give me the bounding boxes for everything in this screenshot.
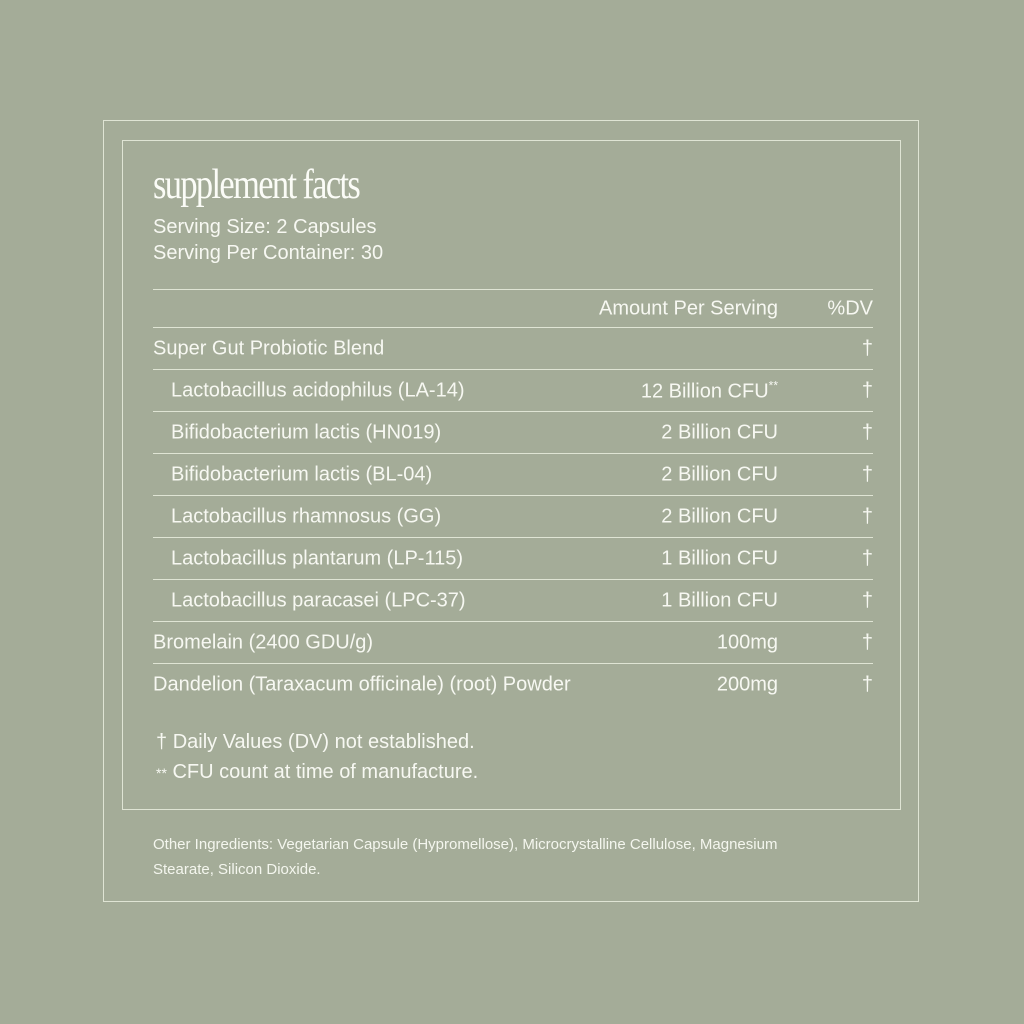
supplement-facts-table — [153, 289, 873, 705]
dagger-icon: † — [861, 589, 873, 611]
ingredient-name: Bromelain (2400 GDU/g) — [153, 631, 374, 653]
table-row — [153, 327, 873, 369]
double-asterisk-icon: ** — [156, 765, 167, 781]
ingredient-amount: 2 Billion CFU — [661, 463, 778, 485]
ingredient-amount: 2 Billion CFU — [661, 421, 778, 443]
ingredient-name: Lactobacillus plantarum (LP-115) — [171, 547, 464, 569]
other-ingredients: Other Ingredients: Vegetarian Capsule (Hypromellose), Microcrystalline Cellulose, Magnesium Stearate, Silicon Dioxide. — [153, 836, 778, 878]
table-row — [153, 663, 873, 705]
table-row — [153, 411, 873, 453]
serving-size: Serving Size: 2 Capsules — [153, 216, 377, 238]
ingredient-amount: 1 Billion CFU — [661, 589, 778, 611]
ingredient-amount: 100mg — [716, 631, 778, 653]
ingredient-name: Lactobacillus paracasei (LPC-37) — [171, 589, 466, 611]
footnotes — [156, 727, 478, 788]
footnote-cfu — [156, 757, 478, 788]
footnote-dv — [156, 727, 478, 757]
table-row — [153, 369, 873, 411]
table-row — [153, 621, 873, 663]
ingredient-name: Dandelion (Taraxacum officinale) (root) Powder — [153, 673, 571, 695]
page-title: supplement facts — [153, 162, 360, 208]
table-row — [153, 537, 873, 579]
ingredient-name: Lactobacillus acidophilus (LA-14) — [171, 379, 465, 401]
table-row — [153, 579, 873, 621]
ingredient-amount: 1 Billion CFU — [661, 547, 778, 569]
ingredient-name: Bifidobacterium lactis (BL-04) — [171, 463, 433, 485]
dagger-icon: † — [861, 673, 873, 695]
dagger-icon: † — [156, 731, 168, 753]
header-dv: %DV — [827, 297, 873, 319]
ingredient-amount: 2 Billion CFU — [661, 505, 778, 527]
header-amount: Amount Per Serving — [599, 297, 778, 319]
dagger-icon: † — [861, 379, 873, 401]
double-asterisk-icon: ** — [768, 378, 778, 392]
ingredient-amount: 200mg — [716, 673, 778, 695]
table-row — [153, 495, 873, 537]
ingredient-amount: 12 Billion CFU** — [640, 378, 778, 402]
dagger-icon: † — [861, 631, 873, 653]
servings-per-container: Serving Per Container: 30 — [153, 242, 384, 264]
dagger-icon: † — [861, 505, 873, 527]
dagger-icon: † — [861, 463, 873, 485]
ingredient-name: Super Gut Probiotic Blend — [153, 337, 385, 359]
ingredient-name: Bifidobacterium lactis (HN019) — [171, 421, 442, 443]
table-header — [153, 289, 873, 327]
table-row — [153, 453, 873, 495]
dagger-icon: † — [861, 337, 873, 359]
ingredient-name: Lactobacillus rhamnosus (GG) — [171, 505, 442, 527]
footnote-text: Daily Values (DV) not established. — [172, 731, 475, 753]
footnote-text: CFU count at time of manufacture. — [172, 761, 479, 783]
dagger-icon: † — [861, 421, 873, 443]
dagger-icon: † — [861, 547, 873, 569]
